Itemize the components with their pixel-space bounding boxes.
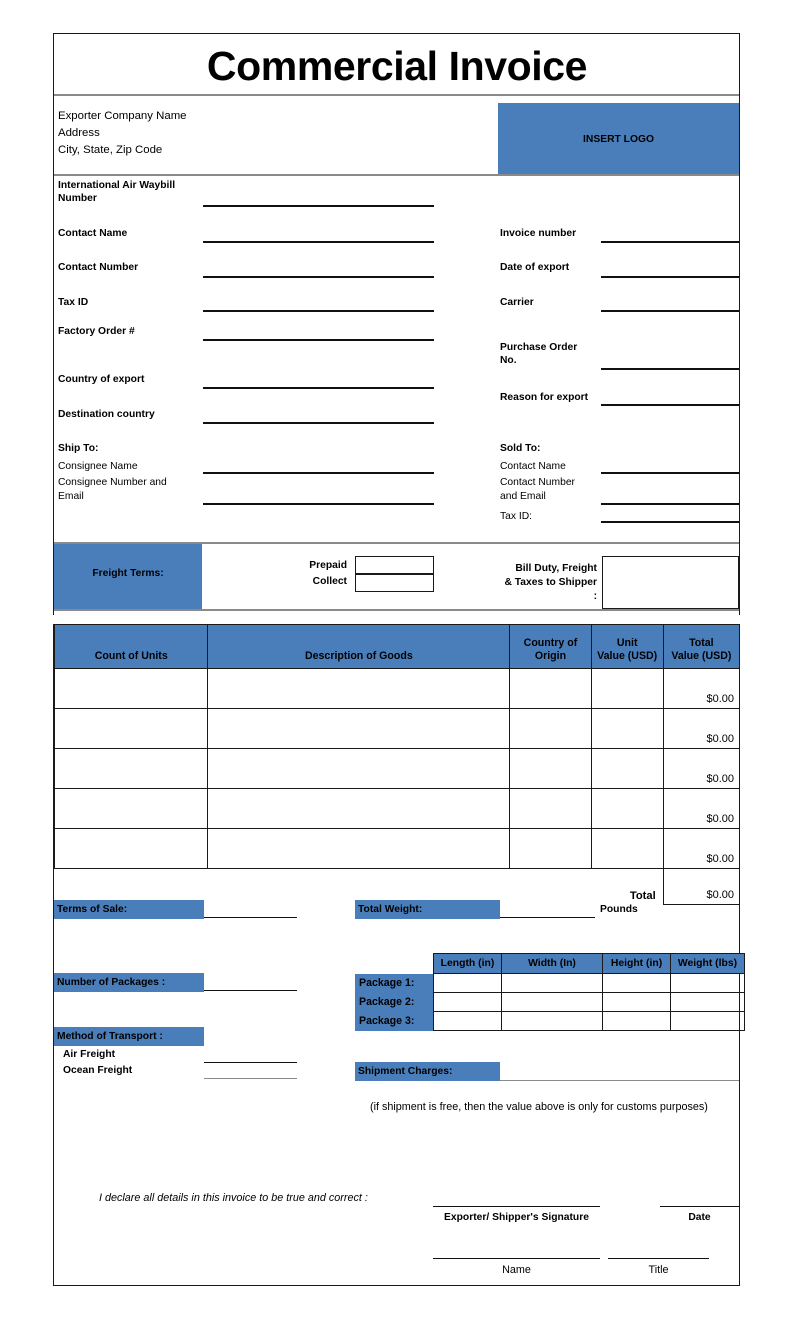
goods-cell-unit-value[interactable]	[591, 669, 663, 709]
frame-left-upper	[53, 33, 54, 615]
exporter-divider	[54, 174, 739, 176]
title-label: Title	[648, 1264, 669, 1276]
ship-to-consignee-number-label: Consignee Number and	[58, 477, 167, 488]
package-row-label-3: Package 3:	[355, 1012, 434, 1031]
total-weight-unit: Pounds	[600, 904, 638, 915]
declaration-text: I declare all details in this invoice to be true and correct :	[99, 1192, 368, 1204]
field-label-country-of-export: Country of export	[58, 374, 145, 385]
package-header-height: Height (in)	[603, 954, 671, 974]
package-cell-height-2[interactable]	[603, 993, 671, 1012]
ship-to-email-label: Email	[58, 491, 84, 502]
field-label-air-waybill-line2: Number	[58, 193, 97, 204]
package-cell-length-3[interactable]	[434, 1012, 502, 1031]
goods-total-value: $0.00	[663, 869, 739, 905]
goods-cell-total-value: $0.00	[663, 749, 739, 789]
goods-cell-origin[interactable]	[510, 749, 591, 789]
goods-header-unit-line1: Unit	[616, 636, 638, 649]
freight-terms-heading: Freight Terms:	[92, 568, 164, 579]
package-header-length: Length (in)	[434, 954, 502, 974]
goods-table	[54, 624, 740, 905]
field-input-destination-country[interactable]	[203, 422, 434, 424]
table-row	[55, 709, 740, 749]
field-input-contact-name[interactable]	[203, 241, 434, 243]
package-table-corner	[355, 954, 434, 974]
field-label-date-of-export: Date of export	[500, 262, 570, 273]
name-label: Name	[502, 1264, 531, 1276]
field-label-reason-for-export: Reason for export	[500, 392, 589, 403]
ship-to-heading: Ship To:	[58, 443, 99, 454]
field-input-carrier[interactable]	[601, 310, 739, 312]
prepaid-label: Prepaid	[309, 560, 347, 571]
frame-bottom	[53, 1285, 740, 1286]
field-label-purchase-order: Purchase Order	[500, 342, 578, 353]
field-input-reason-for-export[interactable]	[601, 404, 739, 406]
terms-of-sale-label: Terms of Sale:	[57, 904, 128, 915]
method-of-transport-label: Method of Transport :	[57, 1031, 163, 1042]
exporter-address: Address	[58, 127, 100, 139]
sold-to-contact-name-input[interactable]	[601, 472, 739, 474]
goods-header-origin-line1: Country of	[523, 636, 578, 649]
goods-cell-description[interactable]	[208, 709, 510, 749]
ship-to-consignee-contact-input[interactable]	[203, 503, 434, 505]
logo-placeholder-label: INSERT LOGO	[583, 134, 654, 145]
table-row	[355, 1012, 745, 1031]
goods-cell-count[interactable]	[55, 669, 208, 709]
goods-cell-count[interactable]	[55, 709, 208, 749]
goods-cell-count[interactable]	[55, 829, 208, 869]
goods-cell-unit-value[interactable]	[591, 829, 663, 869]
air-freight-label: Air Freight	[63, 1049, 116, 1060]
package-cell-length-1[interactable]	[434, 974, 502, 993]
goods-header-total-value	[663, 625, 739, 669]
goods-header-desc-line2: Description of Goods	[305, 649, 413, 662]
goods-header-count-of-units	[55, 625, 208, 669]
package-cell-weight-1[interactable]	[671, 974, 745, 993]
package-row-label-2: Package 2:	[355, 993, 434, 1012]
sold-to-contact-number-label: Contact Number	[500, 477, 575, 488]
sold-to-contact-name-label: Contact Name	[500, 461, 566, 472]
date-input[interactable]	[660, 1206, 739, 1207]
title-divider	[54, 94, 739, 96]
goods-total-label: Total	[629, 889, 656, 902]
exporter-city-state-zip: City, State, Zip Code	[58, 144, 163, 156]
number-of-packages-label: Number of Packages :	[57, 977, 166, 988]
bill-duty-input[interactable]	[602, 556, 739, 609]
field-input-contact-number[interactable]	[203, 276, 434, 278]
field-label-air-waybill: International Air Waybill	[58, 180, 176, 191]
collect-label: Collect	[312, 576, 347, 587]
goods-cell-description[interactable]	[208, 789, 510, 829]
sold-to-heading: Sold To:	[500, 443, 541, 454]
table-row	[355, 974, 745, 993]
package-cell-height-3[interactable]	[603, 1012, 671, 1031]
goods-header-unit-value	[591, 625, 663, 669]
goods-cell-description[interactable]	[208, 829, 510, 869]
goods-cell-origin[interactable]	[510, 829, 591, 869]
ship-to-consignee-name-input[interactable]	[203, 472, 434, 474]
field-label-invoice-number: Invoice number	[500, 228, 577, 239]
package-cell-width-1[interactable]	[502, 974, 603, 993]
field-label-carrier: Carrier	[500, 297, 534, 308]
total-weight-label: Total Weight:	[358, 904, 423, 915]
goods-header-count-line2: Count of Units	[94, 649, 168, 662]
bill-duty-label-line2: & Taxes to Shipper	[504, 577, 597, 588]
terms-of-sale-input[interactable]	[204, 917, 297, 918]
goods-cell-total-value: $0.00	[663, 829, 739, 869]
goods-cell-description[interactable]	[208, 749, 510, 789]
page-title: Commercial Invoice	[206, 42, 588, 89]
shipment-charges-label: Shipment Charges:	[358, 1066, 453, 1077]
package-table-header-row	[355, 954, 745, 974]
field-input-tax-id[interactable]	[203, 310, 434, 312]
field-label-factory-order: Factory Order #	[58, 326, 135, 337]
field-input-date-of-export[interactable]	[601, 276, 739, 278]
ocean-freight-label: Ocean Freight	[63, 1065, 133, 1076]
package-row-label-1: Package 1:	[355, 974, 434, 993]
collect-checkbox[interactable]	[355, 574, 434, 592]
goods-table-header-row	[55, 625, 740, 669]
package-cell-height-1[interactable]	[603, 974, 671, 993]
goods-cell-origin[interactable]	[510, 709, 591, 749]
goods-total-spacer-3	[510, 869, 591, 905]
package-cell-weight-3[interactable]	[671, 1012, 745, 1031]
package-cell-weight-2[interactable]	[671, 993, 745, 1012]
goods-cell-origin[interactable]	[510, 789, 591, 829]
air-freight-input[interactable]	[204, 1062, 297, 1063]
goods-cell-total-value: $0.00	[663, 709, 739, 749]
frame-top	[53, 33, 740, 34]
total-weight-input[interactable]	[500, 917, 595, 918]
package-cell-width-3[interactable]	[502, 1012, 603, 1031]
package-dimensions-table	[355, 953, 745, 1031]
ship-to-consignee-name-label: Consignee Name	[58, 461, 138, 472]
table-row	[55, 749, 740, 789]
field-input-invoice-number[interactable]	[601, 241, 739, 243]
bill-duty-label-line1: Bill Duty, Freight	[515, 563, 597, 574]
bill-duty-label-line3: :	[593, 591, 597, 602]
field-label-contact-number: Contact Number	[58, 262, 139, 273]
frame-right-upper	[739, 33, 740, 615]
goods-cell-total-value: $0.00	[663, 669, 739, 709]
shipment-charges-input[interactable]	[500, 1080, 739, 1081]
field-label-purchase-order-line2: No.	[500, 355, 517, 366]
field-input-air-waybill[interactable]	[203, 205, 434, 207]
shipment-charges-note: (if shipment is free, then the value above is only for customs purposes)	[370, 1101, 708, 1113]
field-input-purchase-order[interactable]	[601, 368, 739, 370]
package-cell-length-2[interactable]	[434, 993, 502, 1012]
package-header-width: Width (In)	[502, 954, 603, 974]
ocean-freight-input[interactable]	[204, 1078, 297, 1079]
table-row	[55, 789, 740, 829]
goods-cell-total-value: $0.00	[663, 789, 739, 829]
goods-header-total-line1: Total	[689, 636, 714, 649]
goods-cell-unit-value[interactable]	[591, 709, 663, 749]
goods-cell-description[interactable]	[208, 669, 510, 709]
goods-cell-count[interactable]	[55, 749, 208, 789]
goods-header-unit-line2: Value (USD)	[597, 649, 658, 662]
number-of-packages-input[interactable]	[204, 990, 297, 991]
freight-terms-bottom-rule	[54, 609, 739, 611]
goods-cell-origin[interactable]	[510, 669, 591, 709]
field-input-factory-order[interactable]	[203, 339, 434, 341]
field-label-destination-country: Destination country	[58, 409, 155, 420]
sold-to-tax-id-label: Tax ID:	[500, 511, 533, 522]
sold-to-tax-id-input[interactable]	[601, 521, 739, 523]
field-input-country-of-export[interactable]	[203, 387, 434, 389]
table-row	[55, 669, 740, 709]
field-label-tax-id: Tax ID	[58, 297, 89, 308]
goods-header-origin-line2: Origin	[534, 649, 567, 662]
signature-label: Exporter/ Shipper's Signature	[444, 1212, 589, 1223]
signature-input[interactable]	[433, 1206, 600, 1207]
goods-cell-count[interactable]	[55, 789, 208, 829]
title-input[interactable]	[608, 1258, 709, 1259]
package-cell-width-2[interactable]	[502, 993, 603, 1012]
sold-to-email-label: and Email	[500, 491, 546, 502]
goods-header-description	[208, 625, 510, 669]
sold-to-contact-number-input[interactable]	[601, 503, 739, 505]
table-row	[55, 829, 740, 869]
goods-cell-unit-value[interactable]	[591, 749, 663, 789]
goods-header-country-of-origin	[510, 625, 591, 669]
date-label: Date	[688, 1212, 711, 1223]
package-header-weight: Weight (lbs)	[671, 954, 745, 974]
exporter-company-name: Exporter Company Name	[58, 110, 187, 122]
prepaid-checkbox[interactable]	[355, 556, 434, 574]
goods-header-total-line2: Value (USD)	[671, 649, 732, 662]
name-input[interactable]	[433, 1258, 600, 1259]
field-label-contact-name: Contact Name	[58, 228, 128, 239]
table-row	[355, 993, 745, 1012]
goods-cell-unit-value[interactable]	[591, 789, 663, 829]
